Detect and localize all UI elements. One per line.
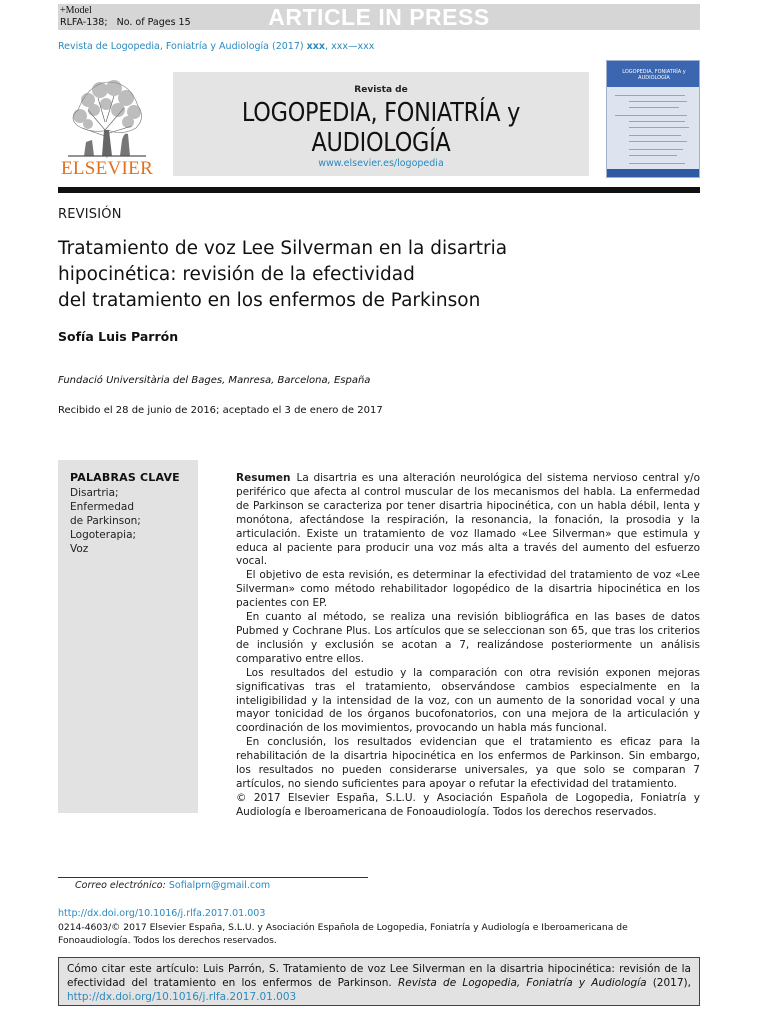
- abstract-paragraph: El objetivo de esta revisión, es determinar la efectividad del tratamiento de voz «Lee Silverman» como método rehabilitador logopédico de la disartria hipocinética en los pacientes con EP.: [236, 569, 700, 610]
- masthead-divider: [58, 187, 700, 193]
- citation-doi-link[interactable]: http://dx.doi.org/10.1016/j.rlfa.2017.01.003: [67, 991, 297, 1003]
- keyword-item: Enfermedad: [70, 501, 135, 513]
- citation-year: (2017),: [652, 977, 691, 989]
- keyword-item: de Parkinson;: [70, 515, 141, 527]
- keywords-heading: PALABRAS CLAVE: [70, 471, 180, 484]
- author-email-link[interactable]: Sofialprn@gmail.com: [168, 880, 271, 891]
- journal-title: LOGOPEDIA, FONIATRÍA y AUDIOLOGÍA: [241, 98, 521, 158]
- elsevier-wordmark: ELSEVIER: [60, 158, 154, 179]
- abstract-paragraph: Resumen La disartria es una alteración neurológica del sistema nervioso central y/o periférico que afecta al control muscular de los mecanismos del habla. La enfermedad de Parkinson se caracteriza por tener disartria hipocinética, con un habla débil, lenta y monótona, afectándose la respiración, la resonancia, la fonación, la prosodia y la articulación. Existe un tratamiento de voz llamado «Lee Silverman» que estimula y educa al paciente para producir una voz más alta a través del aumento del esfuerzo vocal.: [236, 472, 700, 568]
- copyright-notice: 0214-4603/© 2017 Elsevier España, S.L.U. y Asociación Española de Logopedia, Foniatría y Audiología e Iberoamericana de Fonoaudiología. Todos los derechos reservados.: [58, 922, 628, 946]
- article-author[interactable]: Sofía Luis Parrón: [58, 329, 179, 344]
- email-label: Correo electrónico:: [75, 880, 166, 891]
- keywords-panel: [58, 460, 198, 813]
- abstract-paragraph: En conclusión, los resultados evidencian que el tratamiento es eficaz para la rehabilitación de la disartria hipocinética en los enfermos de Parkinson. Sin embargo, los resultados no pueden considerarse universales, ya que solo se comparan 7 artículos, no siendo suficientes para apoyar o refutar la efectividad del tratamiento.: [236, 736, 700, 790]
- citation-box: [58, 957, 700, 1006]
- citation-journal: Revista de Logopedia, Foniatría y Audiología: [397, 977, 647, 989]
- article-type: REVISIÓN: [58, 207, 122, 222]
- article-title-line: del tratamiento en los enfermos de Parkinson: [58, 290, 481, 311]
- model-label: +Model: [60, 5, 92, 16]
- journal-cover-thumbnail: [606, 60, 700, 178]
- journal-line-name: Revista de Logopedia, Foniatría y Audiología (2017): [58, 41, 304, 52]
- abstract-copyright: © 2017 Elsevier España, S.L.U. y Asociación Española de Logopedia, Foniatría y Audiología e Iberoamericana de Fonoaudiología. Todos los derechos reservados.: [236, 791, 700, 818]
- article-title: [58, 236, 698, 314]
- author-email-footnote: [75, 880, 270, 891]
- footnote-rule: [58, 877, 368, 878]
- author-affiliation: Fundació Universitària del Bages, Manresa, Barcelona, España: [58, 375, 371, 386]
- journal-url[interactable]: www.elsevier.es/logopedia: [318, 158, 444, 169]
- article-title-line: hipocinética: revisión de la efectividad: [58, 264, 415, 285]
- abstract-paragraph: Los resultados del estudio y la comparación con otra revisión exponen mejoras significativas tras el tratamiento, observándose cambios especialmente en la inteligibilidad y la intensidad de la voz, con un aumento de la sonoridad vocal y una mayor tonicidad de los órganos bucofonatorios, con una mejora de la articulación y coordinación de los movimientos, provocando un habla más funcional.: [236, 666, 700, 735]
- cover-title: LOGOPEDIA, FONIATRÍA y AUDIOLOGÍA: [622, 69, 686, 81]
- article-reference: RLFA-138; No. of Pages 15: [60, 17, 191, 28]
- abstract: [236, 472, 700, 820]
- citation-text: Cómo citar este artículo: Luis Parrón, S. Tratamiento de voz Lee Silverman en la disartria hipocinética: revisión de la efectividad del tratamiento en los enfermos de Parkinson.: [67, 963, 691, 989]
- journal-masthead: [173, 72, 589, 176]
- journal-citation-line[interactable]: Revista de Logopedia, Foniatría y Audiología (2017) xxx, xxx—xxx: [58, 41, 375, 52]
- doi-link[interactable]: http://dx.doi.org/10.1016/j.rlfa.2017.01.003: [58, 908, 266, 919]
- article-in-press-banner: ARTICLE IN PRESS: [268, 4, 490, 30]
- article-title-line: Tratamiento de voz Lee Silverman en la disartria: [58, 238, 508, 259]
- masthead-revista-de: Revista de: [354, 85, 408, 95]
- cover-footer-band: [607, 169, 700, 177]
- keyword-item: Voz: [70, 543, 89, 555]
- keyword-item: Logoterapia;: [70, 529, 137, 541]
- keyword-item: Disartria;: [70, 487, 119, 499]
- journal-line-pages: xxx—xxx: [331, 41, 375, 52]
- abstract-lead: Resumen: [236, 472, 291, 484]
- abstract-paragraph: En cuanto al método, se realiza una revisión bibliográfica en las bases de datos Pubmed y Cochrane Plus. Los artículos que se seleccionan son 65, que tras los criterios de inclusión y exclusión se acotan a 7, realizándose posteriormente un análisis comparativo entre ellos.: [236, 611, 700, 665]
- journal-line-volume: xxx: [306, 41, 326, 52]
- received-dates: Recibido el 28 de junio de 2016; aceptado el 3 de enero de 2017: [58, 405, 383, 416]
- article-in-press-bar: [58, 4, 700, 30]
